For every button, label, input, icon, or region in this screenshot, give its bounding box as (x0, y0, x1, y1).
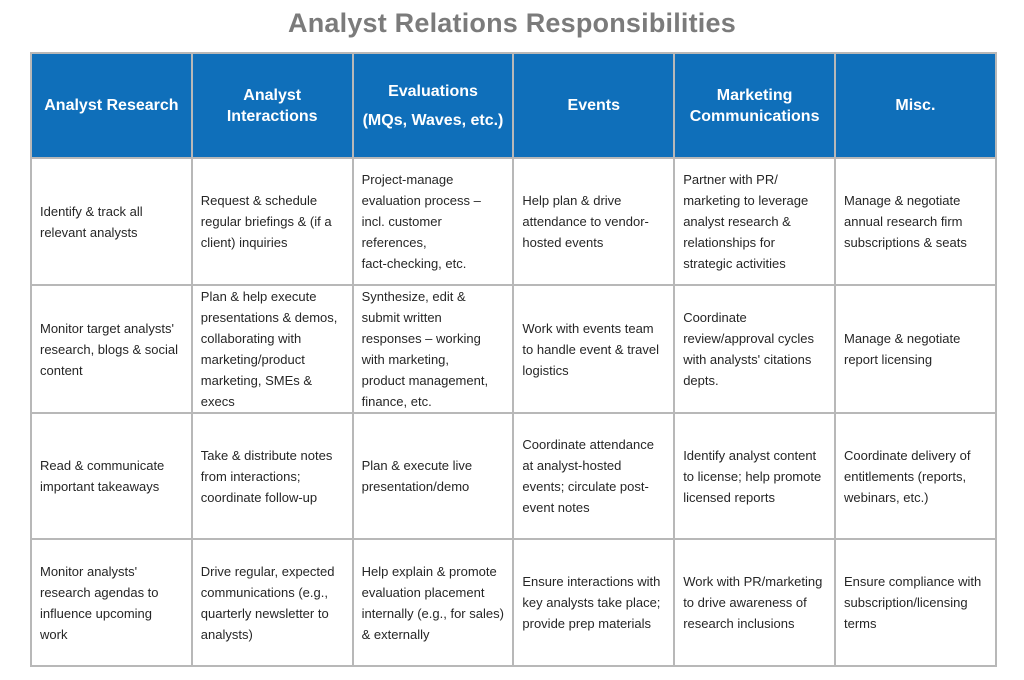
table-cell: Project-manage evaluation process – incl. customer references, fact-checking, etc. (353, 158, 514, 285)
table-cell: Monitor target analysts' research, blogs & social content (31, 285, 192, 413)
table-cell: Manage & negotiate annual research firm subscriptions & seats (835, 158, 996, 285)
column-header-marketing-communications (674, 53, 835, 158)
table-cell: Coordinate review/approval cycles with analysts' citations depts. (674, 285, 835, 413)
responsibilities-table (30, 52, 997, 667)
page-title: Analyst Relations Responsibilities (288, 8, 736, 38)
table-cell: Take & distribute notes from interactions; coordinate follow-up (192, 413, 353, 539)
table-cell: Identify analyst content to license; help promote licensed reports (674, 413, 835, 539)
table-cell: Coordinate attendance at analyst-hosted events; circulate post- event notes (513, 413, 674, 539)
column-header-label: Misc. (895, 97, 936, 114)
table-cell: Identify & track all relevant analysts (31, 158, 192, 285)
table-cell: Help explain & promote evaluation placement internally (e.g., for sales) & externally (353, 539, 514, 666)
column-header-events (513, 53, 674, 158)
header-row (31, 53, 996, 158)
column-header-label: Marketing Communications (689, 86, 820, 125)
table-cell: Monitor analysts' research agendas to influence upcoming work (31, 539, 192, 666)
column-header-label: Evaluations (MQs, Waves, etc.) (362, 82, 504, 129)
table-cell: Ensure interactions with key analysts take place; provide prep materials (513, 539, 674, 666)
column-header-evaluations (353, 53, 514, 158)
column-header-label: Analyst Interactions (226, 86, 318, 125)
column-header-label: Events (567, 97, 621, 114)
table-cell: Partner with PR/ marketing to leverage analyst research & relationships for strategic activities (674, 158, 835, 285)
table-cell: Coordinate delivery of entitlements (reports, webinars, etc.) (835, 413, 996, 539)
table-cell: Help plan & drive attendance to vendor- hosted events (513, 158, 674, 285)
column-header-misc (835, 53, 996, 158)
table-row (31, 285, 996, 413)
table-cell: Work with events team to handle event & travel logistics (513, 285, 674, 413)
table-cell: Ensure compliance with subscription/licensing terms (835, 539, 996, 666)
table-cell: Manage & negotiate report licensing (835, 285, 996, 413)
table-row (31, 539, 996, 666)
column-header-analyst-interactions (192, 53, 353, 158)
table-cell: Synthesize, edit & submit written responses – working with marketing, product management, finance, etc. (353, 285, 514, 413)
table-cell: Plan & help execute presentations & demos, collaborating with marketing/product marketing, SMEs & execs (192, 285, 353, 413)
column-header-label: Analyst Research (44, 97, 179, 114)
table-cell: Read & communicate important takeaways (31, 413, 192, 539)
column-header-analyst-research (31, 53, 192, 158)
table-cell: Drive regular, expected communications (e.g., quarterly newsletter to analysts) (192, 539, 353, 666)
table-cell: Request & schedule regular briefings & (if a client) inquiries (192, 158, 353, 285)
table-row (31, 413, 996, 539)
table-cell: Work with PR/marketing to drive awareness of research inclusions (674, 539, 835, 666)
table-cell: Plan & execute live presentation/demo (353, 413, 514, 539)
table-row (31, 158, 996, 285)
